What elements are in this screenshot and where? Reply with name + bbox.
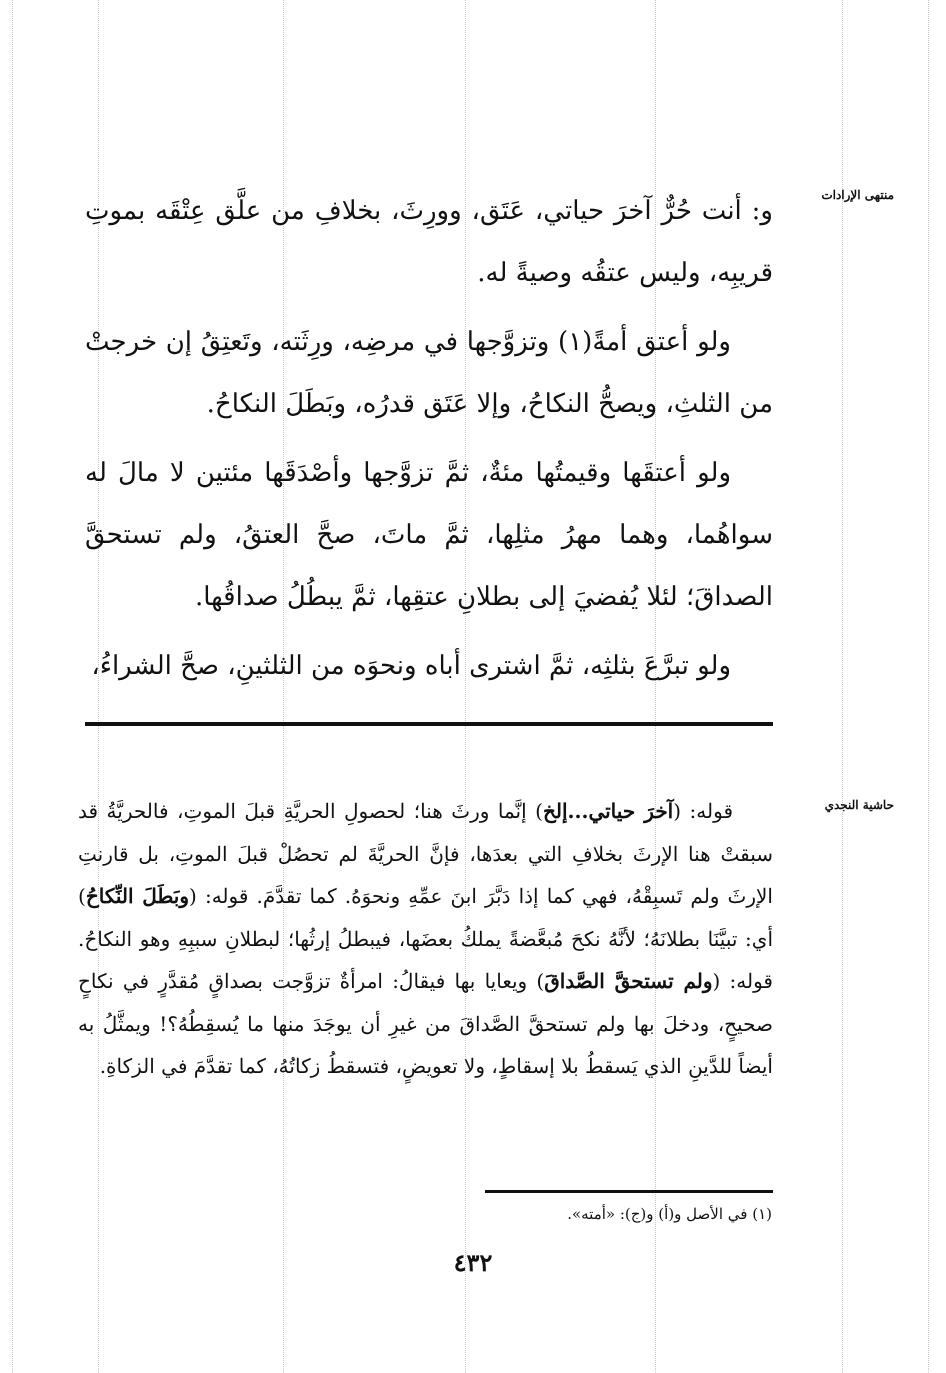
section-divider [85,722,773,726]
scan-margin-dots [12,0,13,1373]
commentary-text-run: ) ويعايا بها فيقالُ: امرأةٌ تزوَّجت بصداقٍ مُقدَّرٍ في نكاحٍ صحيحٍ، ودخلَ بها ولم تستحقَّ الصَّداقَ من غيرِ أن يوجَدَ منها ما يُسقِطُهُ؟! ويمثَّلُ به أيضاً للدَّينِ الذي يَسقطُ بلا إسقاطٍ، ولا تعويضٍ، فتسقطُ زكاتُهُ، كما تقدَّمَ في الزكاةِ. [78,969,773,1078]
commentary-text-run: ) إنَّما ورثَ هنا؛ لحصولِ الحريَّةِ قبلَ الموتِ، فالحريَّةُ قد سبقتْ هنا الإرثَ بخلافِ التي بعدَها، فإنَّ الحريَّةَ لم تحصُلْ قبلَ الموتِ، بل قارنتِ الإرثَ ولم تَسبِقْهُ، فهي كما إذا دَبَّرَ ابنَ عمِّهِ ونحوَهُ. كما تقدَّمَ. قوله: ( [78,799,773,908]
commentary-text-run: قوله: ( [673,799,734,823]
side-label-main: منتهى الإرادات [821,188,894,202]
main-paragraph: ولو تبرَّعَ بثلثِه، ثمَّ اشترى أباه ونحوَه من الثلثينِ، صحَّ الشراءُ، [91,651,731,681]
main-paragraph: و: أنت حُرٌّ آخرَ حياتي، عَتَق، وورِثَ، بخلافِ من علَّق عِتْقَه بموتِ قريبِه، وليس عتقُه وصيةً له. [85,196,773,288]
scan-margin-dots [842,0,843,1373]
page-number: ٤٣٢ [453,1248,493,1277]
main-text [85,180,773,704]
commentary-paragraph [78,790,773,1088]
quoted-phrase: وبَطَلَ النِّكاحُ [85,884,190,908]
commentary-text [78,790,773,1088]
side-label-commentary: حاشية النجدي [824,798,894,812]
quoted-phrase: ولم تستحقَّ الصَّداقَ [544,969,713,993]
quoted-phrase: آخرَ حياتي...إلخ [543,799,674,823]
footnote: (١) في الأصل و(أ) و(ج): «أمته». [567,1205,772,1223]
scan-margin-dots [928,0,929,1373]
main-paragraph: ولو أعتق أمةً(١) وتزوَّجها في مرضِه، ورِثَته، وتَعتِقُ إن خرجتْ من الثلثِ، ويصحُّ النكاحُ، وإلا عَتَق قدرُه، وبَطَلَ النكاحُ. [85,327,773,419]
footnote-divider [485,1190,773,1193]
main-paragraph: ولو أعتقَها وقيمتُها مئةٌ، ثمَّ تزوَّجها وأصْدَقَها مئتين لا مالَ له سواهُما، وهما مهرُ مثلِها، ثمَّ ماتَ، صحَّ العتقُ، ولم تستحقَّ الصداقَ؛ لئلا يُفضيَ إلى بطلانِ عتقِها، ثمَّ يبطُلُ صداقُها. [85,458,773,612]
commentary-text-run: ) أي: تبيَّنَا بطلانَهُ؛ لأنَّهُ نكحَ مُبعَّضةً يملكُ بعضَها، فيبطلُ إرثُها؛ لبطلانِ سببِهِ وهو النكاحُ. قوله: ( [78,884,773,993]
